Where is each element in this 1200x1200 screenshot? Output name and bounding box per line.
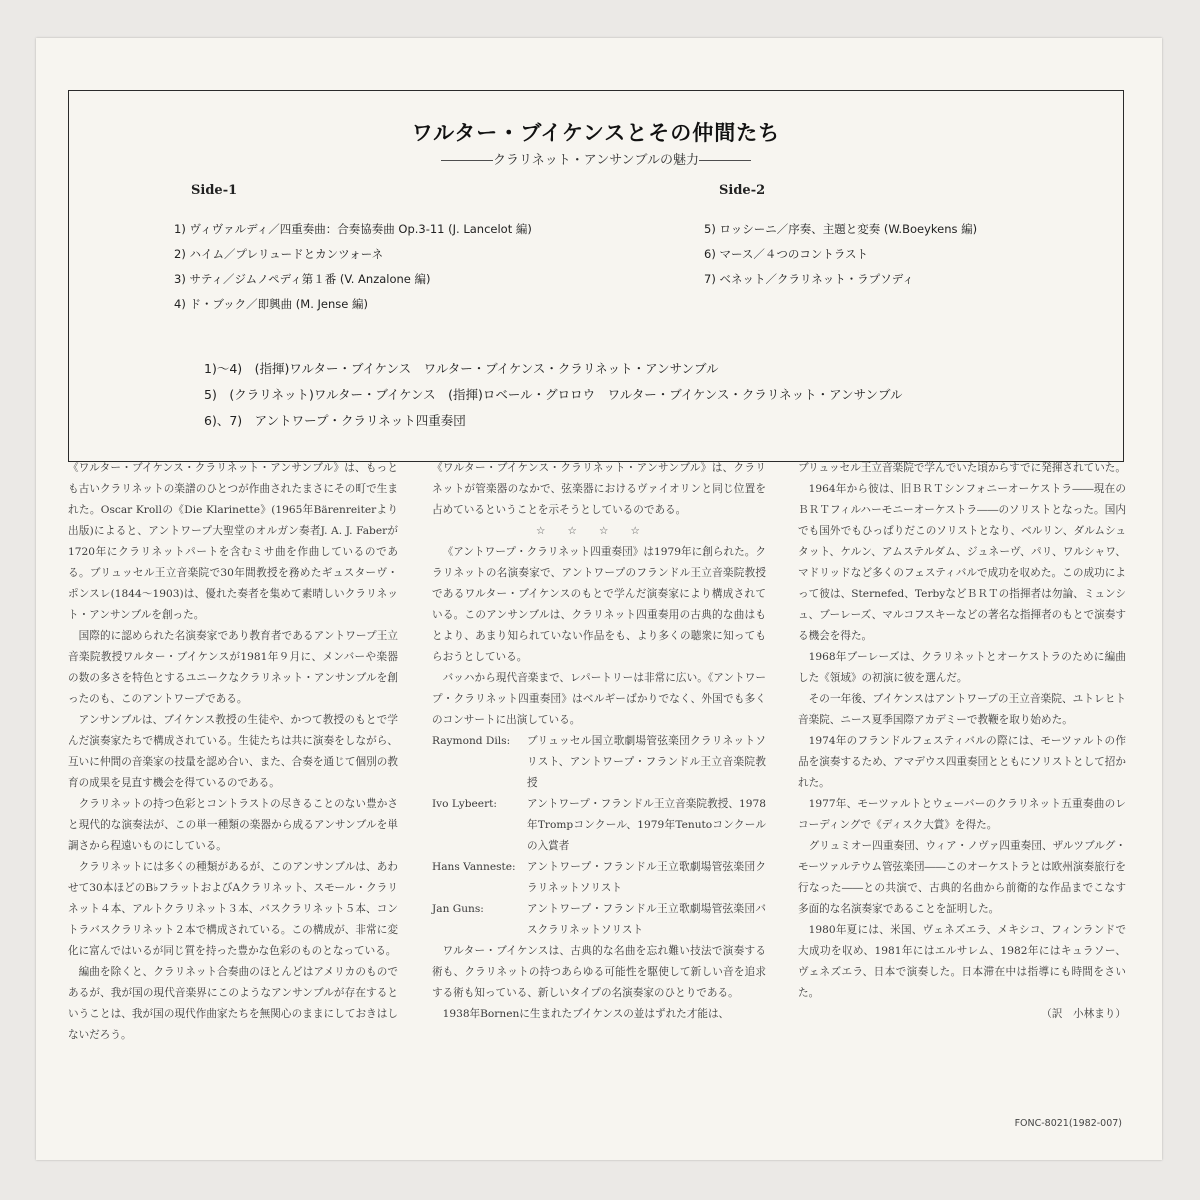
paragraph: 1938年Bornenに生まれたブイケンスの並はずれた才能は、: [442, 1008, 730, 1020]
member-desc: アントワープ・フランドル王立歌劇場管弦楽団バスクラリネットソリスト: [527, 903, 766, 936]
paragraph: クラリネットには多くの種類があるが、このアンサンブルは、あわせて30本ほどのB♭フラットおよびAクラリネット、スモール・クラリネット４本、アルトクラリネット３本、バスクラリネット５本、コントラバスクラリネット２本で構成されている。この構成が、非常に変化に富んではいるが同じ質を持った豊かな色彩のものとなっている。: [68, 861, 398, 957]
credit-line: 6)、7) アントワープ・クラリネット四重奏団: [204, 413, 466, 428]
member-name: Jan Guns:: [432, 903, 484, 915]
member-name: Raymond Dils:: [432, 735, 511, 747]
liner-sheet: [36, 38, 1162, 1160]
paragraph: バッハから現代音楽まで、レパートリーは非常に広い。《アントワープ・クラリネット四重奏団》はベルギーばかりでなく、外国でも多くのコンサートに出演している。: [432, 672, 766, 726]
star-divider: ☆☆☆☆: [536, 525, 662, 537]
side2-heading: Side-2: [719, 183, 766, 198]
credit-line: 1)～4) (指揮)ワルター・ブイケンス ワルター・ブイケンス・クラリネット・アンサンブル: [204, 361, 719, 376]
notes-column-1: [68, 458, 398, 1046]
notes-column-3: [798, 458, 1126, 1025]
track-2: 2) ハイム／プレリュードとカンツォーネ: [174, 247, 384, 261]
album-title: ワルター・ブイケンスとその仲間たち: [411, 121, 781, 145]
member-entry: [432, 794, 766, 857]
paragraph: 編曲を除くと、クラリネット合奏曲のほとんどはアメリカのものであるが、我が国の現代音楽界にこのようなアンサンブルが存在するということは、我が国の現代作曲家たちを無関心のままにしておきはしないだろう。: [68, 966, 398, 1041]
catalog-number: FONC-8021(1982-007): [1014, 1118, 1122, 1129]
album-subtitle: ――――クラリネット・アンサンブルの魅力――――: [440, 153, 752, 168]
paragraph: グリュミオー四重奏団、ウィア・ノヴァ四重奏団、ザルツブルグ・モーツァルテウム管弦楽団――このオーケストラとは欧州演奏旅行を行なった――との共演で、古典的名曲から前衛的な作品までこなす多面的な名演奏家であることを証明した。: [798, 840, 1126, 915]
track-4: 4) ド・ブック／即興曲 (M. Jense 編): [174, 297, 368, 311]
paragraph: 1977年、モーツァルトとウェーバーのクラリネット五重奏曲のレコーディングで《ディスク大賞》を得た。: [798, 798, 1126, 831]
paragraph: 1980年夏には、米国、ヴェネズエラ、メキシコ、フィンランドで大成功を収め、1981年にはエルサレム、1982年にはキュラソー、ヴェネズエラ、日本で演奏した。日本滞在中は指導にも時間をさいた。: [798, 924, 1126, 999]
paragraph: ワルター・ブイケンスは、古典的な名曲を忘れ難い技法で演奏する術も、クラリネットの持つあらゆる可能性を駆使して新しい音を追求する術も知っている、新しいタイプの名演奏家のひとりである。: [432, 945, 766, 999]
paragraph: 国際的に認められた名演奏家であり教育者であるアントワープ王立音楽院教授ワルター・ブイケンスが1981年９月に、メンバーや楽器の数の多さを特色とするユニークなクラリネット・アンサンブルを創ったのも、このアントワープである。: [68, 630, 398, 705]
member-desc: アントワープ・フランドル王立歌劇場管弦楽団クラリネットソリスト: [527, 861, 766, 894]
member-entry: [432, 731, 766, 794]
paragraph: 1974年のフランドルフェスティバルの際には、モーツァルトの作品を演奏するため、アマデウス四重奏団とともにソリストとして招かれた。: [798, 735, 1126, 789]
track-3: 3) サティ／ジムノペディ第１番 (V. Anzalone 編): [174, 272, 431, 286]
paragraph: ブリュッセル王立音楽院で学んでいた頃からすでに発揮されていた。: [798, 462, 1126, 474]
track-5: 5) ロッシーニ／序奏、主題と変奏 (W.Boeykens 編): [704, 222, 978, 236]
notes-column-2: [432, 458, 766, 1025]
credit-line: 5) (クラリネット)ワルター・ブイケンス (指揮)ロベール・グロロウ ワルター・ブイケンス・クラリネット・アンサンブル: [204, 387, 903, 402]
paragraph: 1964年から彼は、旧ＢＲＴシンフォニーオーケストラ――現在のＢＲＴフィルハーモニーオーケストラ――のソリストとなった。国内でも国外でもひっぱりだこのソリストとなり、ベルリン、ダルムシュタット、ケルン、アムステルダム、ジュネーヴ、パリ、ワルシャワ、マドリッドなど多くのフェスティバルで成功を収めた。この成功によって彼は、Sternefed、TerbyなどＢＲＴの指揮者は勿論、ミュンシュ、ブーレーズ、マルコフスキーなどの著名な指揮者のもとで演奏する機会を得た。: [798, 483, 1126, 642]
paragraph: その一年後、ブイケンスはアントワープの王立音楽院、ユトレヒト音楽院、ニース夏季国際アカデミーで教鞭を取り始めた。: [798, 693, 1126, 726]
translator-credit: （訳 小林まり）: [1041, 1008, 1126, 1020]
tracklist-box: [68, 90, 1124, 462]
member-desc: アントワープ・フランドル王立音楽院教授、1978年Trompコンクール、1979年Tenutoコンクールの入賞者: [527, 798, 766, 852]
paragraph: 1968年ブーレーズは、クラリネットとオーケストラのために編曲した《領域》の初演に彼を選んだ。: [798, 651, 1126, 684]
track-7: 7) ベネット／クラリネット・ラプソディ: [704, 272, 914, 286]
member-name: Ivo Lybeert:: [432, 798, 497, 810]
paragraph: 《ワルター・ブイケンス・クラリネット・アンサンブル》は、もっとも古いクラリネットの楽譜のひとつが作曲されたまさにその町で生まれた。Oscar Krollの《Die Klarinette》(1965年Bärenreiterより出版)によると、アントワープ大聖堂のオルガン奏者J. A. J. Faberが1720年にクラリネットパートを含むミサ曲を作曲しているのである。ブリュッセル王立音楽院で30年間教授を務めたギュスターヴ・ポンスレ(1844～1903)は、優れた奏者を集めて素晴しいクラリネット・アンサンブルを創った。: [68, 462, 398, 621]
paragraph: 《アントワープ・クラリネット四重奏団》は1979年に創られた。クラリネットの名演奏家で、アントワープのフランドル王立音楽院教授であるワルター・ブイケンスのもとで学んだ演奏家により構成されている。このアンサンブルは、クラリネット四重奏用の古典的な曲はもとより、あまり知られていない作品をも、より多くの聴衆に知ってもらおうとしている。: [432, 546, 766, 663]
paragraph: 《ワルター・ブイケンス・クラリネット・アンサンブル》は、クラリネットが管楽器のなかで、弦楽器におけるヴァイオリンと同じ位置を占めているということを示そうとしているのである。: [432, 462, 766, 516]
track-6: 6) マース／４つのコントラスト: [704, 247, 869, 261]
member-name: Hans Vanneste:: [432, 861, 516, 873]
paragraph: クラリネットの持つ色彩とコントラストの尽きることのない豊かさと現代的な演奏法が、この単一種類の楽器から成るアンサンブルを単調さから程遠いものにしている。: [68, 798, 398, 852]
member-desc: ブリュッセル国立歌劇場管弦楽団クラリネットソリスト、アントワープ・フランドル王立音楽院教授: [527, 735, 766, 789]
track-1: 1) ヴィヴァルディ／四重奏曲：合奏協奏曲 Op.3-11 (J. Lancelot 編): [174, 222, 532, 236]
paragraph: アンサンブルは、ブイケンス教授の生徒や、かつて教授のもとで学んだ演奏家たちで構成されている。生徒たちは共に演奏をしながら、互いに仲間の音楽家の技量を認め合い、また、合奏を通じて個別の教育の成果を見直す機会を得ているのである。: [68, 714, 398, 789]
side1-heading: Side-1: [191, 183, 238, 198]
member-entry: [432, 899, 766, 941]
member-entry: [432, 857, 766, 899]
